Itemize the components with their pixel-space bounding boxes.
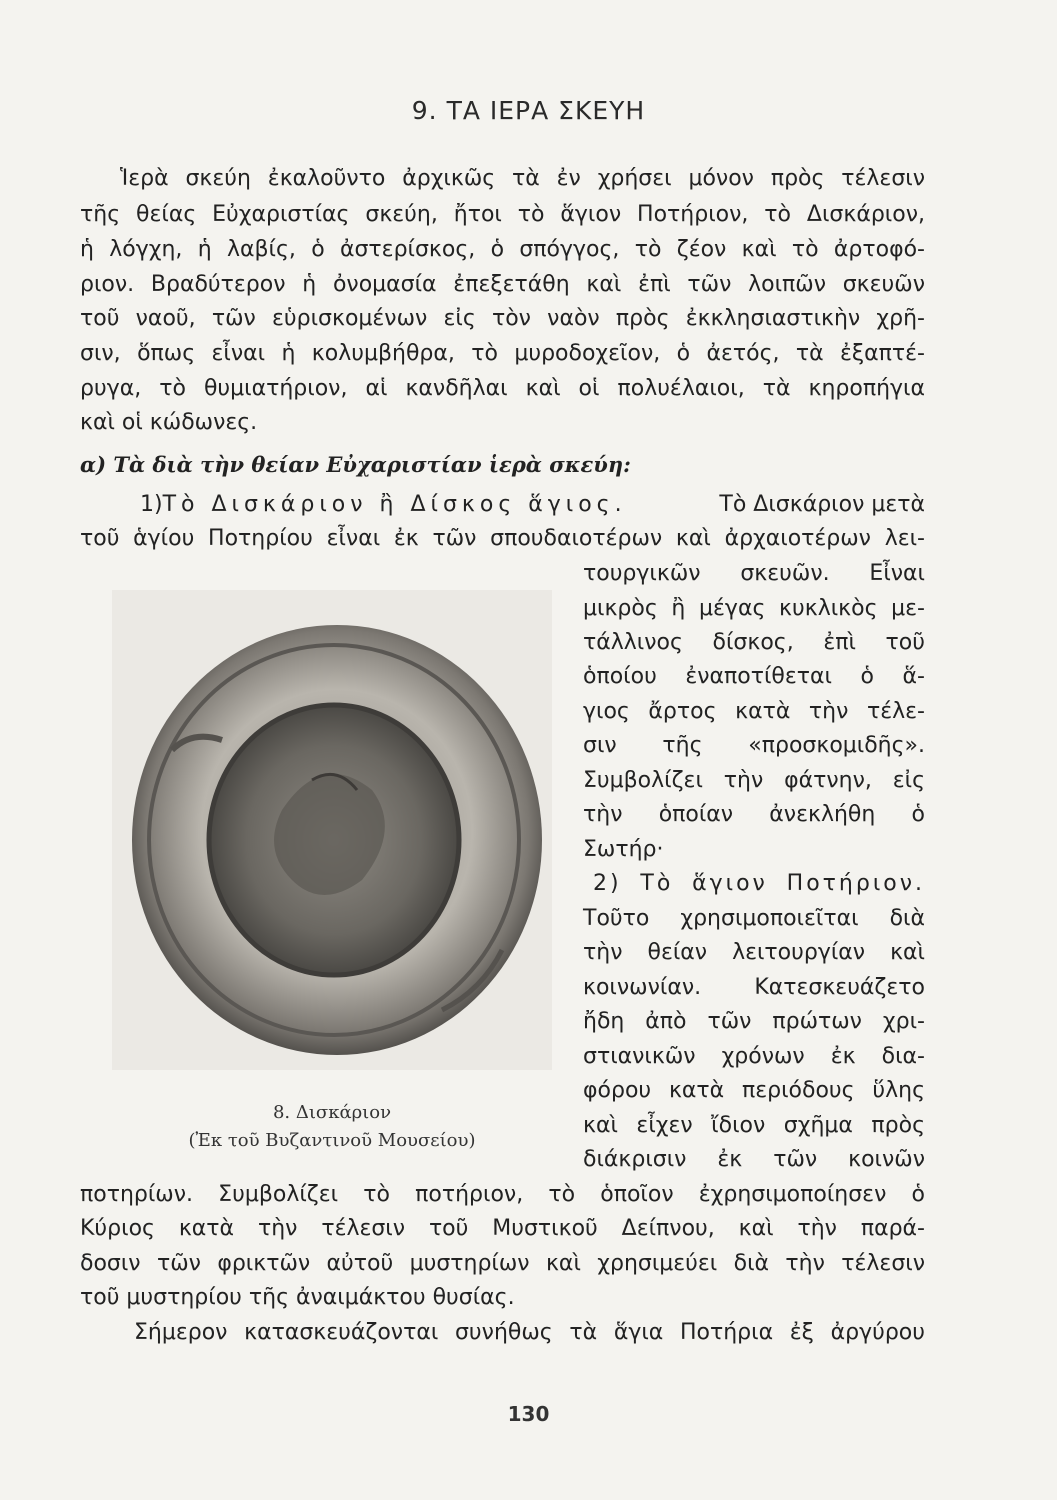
intro-line: καὶ οἱ κώδωνες. <box>80 410 258 435</box>
column-line: γιος ἄρτος κατὰ τὴν τέλε- <box>583 699 925 724</box>
column-line: καὶ εἶχεν ἴδιον σχῆμα πρὸς <box>583 1113 925 1138</box>
item-2-line: τοῦ μυστηρίου τῆς ἀναιμάκτου θυσίας. <box>80 1285 515 1310</box>
figure-source: (Ἐκ τοῦ Βυζαντινοῦ Μουσείου) <box>188 1130 476 1151</box>
item-1-label <box>140 490 627 520</box>
column-line: κοινωνίαν. Κατεσκευάζετο <box>583 975 925 1000</box>
page-number: 130 <box>507 1402 550 1426</box>
item-2-line: δοσιν τῶν φρικτῶν αὐτοῦ μυστηρίων καὶ χρησιμεύει διὰ τὴν τέλεσιν <box>80 1251 925 1276</box>
paten-photo <box>112 590 552 1070</box>
column-line: τάλλινος δίσκος, ἐπὶ τοῦ <box>583 630 925 655</box>
subsection-heading: α) Τὰ διὰ τὴν θείαν Εὐχαριστίαν ἱερὰ σκεύη: <box>80 452 631 477</box>
column-line: Τοῦτο χρησιμοποιεῖται διὰ <box>583 906 925 931</box>
column-line: διάκρισιν ἐκ τῶν κοινῶν <box>583 1147 925 1172</box>
item-1-text: Τὸ Δισκάριον μετὰ <box>719 492 925 517</box>
item-1-name: Τὸ Δισκάριον ἢ Δίσκος ἅγιος. <box>162 492 627 517</box>
column-line: ὁποίου ἐναποτίθεται ὁ ἅ- <box>583 664 925 689</box>
intro-line: τοῦ ναοῦ, τῶν εὑρισκομένων εἰς τὸν ναὸν πρὸς ἐκκλησιαστικὴν χρῆ- <box>80 306 925 331</box>
final-line: Σήμερον κατασκευάζονται συνήθως τὰ ἅγια Ποτήρια ἐξ ἀργύρου <box>134 1320 925 1345</box>
intro-line: τῆς θείας Εὐχαριστίας σκεύη, ἤτοι τὸ ἅγιον Ποτήριον, τὸ Δισκάριον, <box>80 202 925 227</box>
intro-line: ἡ λόγχη, ἡ λαβίς, ὁ ἀστερίσκος, ὁ σπόγγος, τὸ ζέον καὶ τὸ ἀρτοφό- <box>80 237 925 262</box>
item-1-number: 1) <box>140 492 163 517</box>
column-line: φόρου κατὰ περιόδους ὕλης <box>583 1078 925 1103</box>
intro-line: ριον. Βραδύτερον ἡ ὀνομασία ἐπεξετάθη καὶ ἐπὶ τῶν λοιπῶν σκευῶν <box>80 272 925 297</box>
column-line: ἤδη ἀπὸ τῶν πρώτων χρι- <box>583 1009 925 1034</box>
item-1-heading-line <box>140 490 925 520</box>
column-line: Συμβολίζει τὴν φάτνην, εἰς <box>583 768 925 793</box>
item-1-line: τοῦ ἁγίου Ποτηρίου εἶναι ἐκ τῶν σπουδαιοτέρων καὶ ἀρχαιοτέρων λει- <box>80 526 925 551</box>
item-2-line: Κύριος κατὰ τὴν τέλεσιν τοῦ Μυστικοῦ Δείπνου, καὶ τὴν παρά- <box>80 1216 925 1241</box>
intro-line: ρυγα, τὸ θυμιατήριον, αἱ κανδῆλαι καὶ οἱ πολυέλαιοι, τὰ κηροπήγια <box>80 376 925 401</box>
item-2-line: ποτηρίων. Συμβολίζει τὸ ποτήριον, τὸ ὁποῖον ἐχρησιμοποίησεν ὁ <box>80 1182 925 1207</box>
figure-caption: 8. Δισκάριον <box>272 1102 392 1123</box>
column-line: τουργικῶν σκευῶν. Εἶναι <box>583 561 925 586</box>
intro-line: Ἱερὰ σκεύη ἐκαλοῦντο ἀρχικῶς τὰ ἐν χρήσει μόνον πρὸς τέλεσιν <box>120 166 925 191</box>
column-line: μικρὸς ἢ μέγας κυκλικὸς με- <box>583 596 925 621</box>
column-line: Σωτήρ· <box>583 837 664 862</box>
column-line: στιανικῶν χρόνων ἐκ δια- <box>583 1044 925 1069</box>
column-line: τὴν θείαν λειτουργίαν καὶ <box>583 940 925 965</box>
intro-line: σιν, ὅπως εἶναι ἡ κολυμβήθρα, τὸ μυροδοχεῖον, ὁ ἀετός, τὰ ἐξαπτέ- <box>80 341 925 366</box>
column-line: σιν τῆς «προσκομιδῆς». <box>583 733 925 758</box>
section-title: 9. ΤΑ ΙΕΡΑ ΣΚΕΥΗ <box>411 96 646 125</box>
item-2-heading: 2) Τὸ ἅγιον Ποτήριον. <box>593 871 925 896</box>
column-line: τὴν ὁποίαν ἀνεκλήθη ὁ <box>583 802 925 827</box>
